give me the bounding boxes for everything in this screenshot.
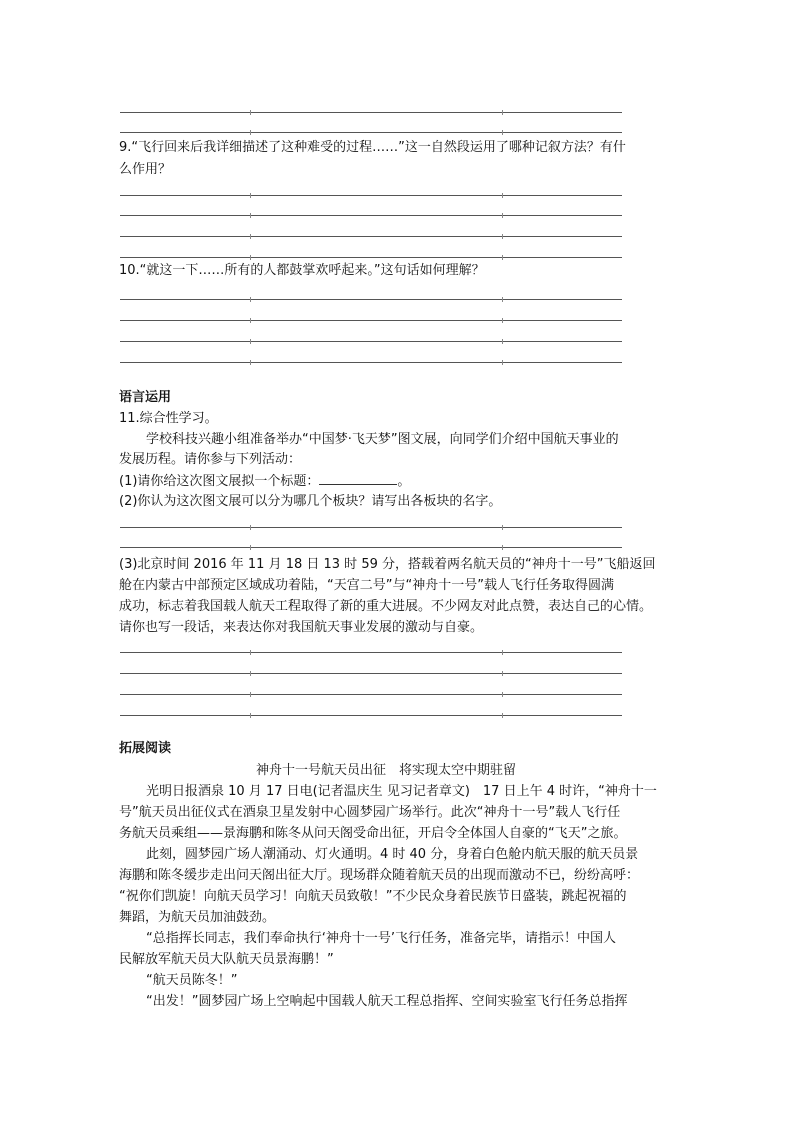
answer-line[interactable] [120, 715, 622, 716]
title-blank[interactable] [319, 473, 397, 485]
answer-line[interactable] [120, 547, 622, 548]
question-11-sub-3-line-3: 成功，标志着我国载人航天工程取得了新的重大进展。不少网友对此点赞，表达自己的心情。 [119, 599, 653, 614]
question-11-sub-3-line-4: 请你也写一段话，来表达你对我国航天事业发展的激动与自豪。 [119, 620, 484, 635]
article-paragraph-line: “出发！”圆梦园广场上空响起中国载人航天工程总指挥、空间实验室飞行任务总指挥 [146, 994, 628, 1009]
answer-line[interactable] [120, 652, 622, 653]
question-11-intro-1: 学校科技兴趣小组准备举办“中国梦·飞天梦”图文展，向同学们介绍中国航天事业的 [146, 432, 619, 447]
answer-line[interactable] [120, 527, 622, 528]
article-paragraph-line: 此刻，圆梦园广场人潮涌动、灯火通明。4 时 40 分，身着白色舱内航天服的航天员景 [146, 847, 639, 862]
question-11-sub-2: (2)你认为这次图文展可以分为哪几个板块？请写出各板块的名字。 [119, 494, 502, 509]
article-paragraph-line: 舞蹈，为航天员加油鼓劲。 [119, 910, 276, 925]
question-11-sub-3-line-2: 舱在内蒙古中部预定区域成功着陆，“天宫二号”与“神舟十一号”载人飞行任务取得圆满 [119, 578, 614, 593]
answer-line[interactable] [120, 694, 622, 695]
answer-line[interactable] [120, 112, 622, 113]
question-11-sub-1 [119, 473, 410, 490]
question-10: 10.“就这一下……所有的人都鼓掌欢呼起来。”这句话如何理解？ [119, 263, 485, 278]
answer-line[interactable] [120, 341, 622, 342]
article-paragraph-line: 务航天员乘组——景海鹏和陈冬从问天阁受命出征，开启令全体国人自豪的“飞天”之旅。 [119, 826, 627, 841]
article-paragraph-line: 光明日报酒泉 10 月 17 日电(记者温庆生 见习记者章文) 17 日上午 4 时许，“神舟十一 [146, 784, 657, 799]
article-paragraph-line: “祝你们凯旋！向航天员学习！向航天员致敬！”不少民众身着民族节日盛装，跳起祝福的 [119, 889, 627, 904]
answer-line[interactable] [120, 362, 622, 363]
question-11-intro-2: 发展历程。请你参与下列活动： [119, 452, 302, 467]
answer-line[interactable] [120, 673, 622, 674]
answer-line[interactable] [120, 320, 622, 321]
article-paragraph-line: 号”航天员出征仪式在酒泉卫星发射中心圆梦园广场举行。此次“神舟十一号”载人飞行任 [119, 805, 621, 820]
question-11-sub-3-line-1: (3)北京时间 2016 年 11 月 18 日 13 时 59 分，搭载着两名航天员的“神舟十一号”飞船返回 [119, 557, 656, 572]
answer-line[interactable] [120, 195, 622, 196]
answer-line[interactable] [120, 299, 622, 300]
article-paragraph-line: “航天员陈冬！” [146, 973, 238, 988]
question-9-line-1: 9.“飞行回来后我详细描述了这种难受的过程……”这一自然段运用了哪种记叙方法？有什 [119, 140, 626, 155]
article-title: 神舟十一号航天员出征 将实现太空中期驻留 [256, 763, 517, 778]
answer-line[interactable] [120, 132, 622, 133]
sub-1-prompt: (1)请你给这次图文展拟一个标题： [119, 474, 320, 489]
answer-line[interactable] [120, 215, 622, 216]
answer-line[interactable] [120, 257, 622, 258]
section-heading-extended-reading: 拓展阅读 [119, 741, 172, 756]
question-9-line-2: 么作用？ [119, 162, 172, 177]
section-heading-language: 语言运用 [119, 390, 172, 405]
article-paragraph-line: 海鹏和陈冬缓步走出问天阁出征大厅。现场群众随着航天员的出现而激动不已，纷纷高呼： [119, 868, 640, 883]
article-paragraph-line: 民解放军航天员大队航天员景海鹏！” [119, 952, 334, 967]
article-paragraph-line: “总指挥长同志，我们奉命执行‘神舟十一号’飞行任务，准备完毕，请指示！中国人 [146, 931, 617, 946]
sub-1-suffix: 。 [397, 474, 411, 489]
question-11-title: 11.综合性学习。 [119, 411, 218, 426]
answer-line[interactable] [120, 236, 622, 237]
